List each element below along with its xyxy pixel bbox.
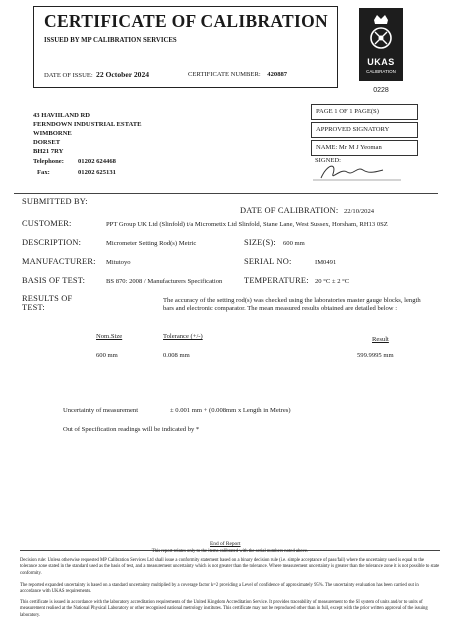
serial-value: IM0491	[315, 259, 337, 266]
uncertainty-value: ± 0.001 mm + (0.008mm x Length in Metres)	[170, 407, 291, 414]
temperature-label: TEMPERATURE:	[244, 276, 309, 285]
table-header-nominal-size: Nom.Size	[96, 333, 123, 340]
footer-decision-rule: Decision rule: Unless otherwise requested MP Calibration Services Ltd shall issue a conformity statement based on a binary decision rule (i.e. simple acceptance of pass/fail) where the uncertainty used is equal to the tolerance zone stated in the standard used as the basis of test, and a measurement uncertainty which is not greater than the tolerance. Where measurement uncertainty is greater than the tolerance zone it is not possible to state conformity.	[20, 558, 440, 576]
telephone-value: 01202 624468	[78, 158, 116, 165]
date-of-calibration-label: DATE OF CALIBRATION:	[240, 206, 339, 215]
address-line-4: DORSET	[33, 139, 61, 146]
results-paragraph: The accuracy of the setting rod(s) was checked using the laboratories master gauge blocks, length bars and electronic comparator. The mean measured results obtained are detailed below :	[163, 297, 421, 313]
table-header-tolerance: Tolerance (+/-)	[163, 333, 203, 340]
cert-number-value: 420887	[267, 71, 288, 78]
signed-label: SIGNED:	[315, 157, 342, 164]
table-cell-tolerance: 0.008 mm	[163, 352, 190, 359]
cert-number-label: CERTIFICATE NUMBER:	[188, 71, 261, 78]
certificate-title: CERTIFICATE OF CALIBRATION	[44, 11, 328, 31]
address-line-5: BH21 7RY	[33, 148, 64, 155]
telephone-label: Telephone:	[33, 158, 64, 165]
date-of-issue-label: DATE OF ISSUE:	[44, 72, 93, 79]
crown-icon	[359, 8, 403, 60]
customer-value: PPT Group UK Ltd (Slinfold) t/a Micrometix Ltd Slinfold, Stane Lane, West Sussex, Horsham, RH13 0SZ	[106, 221, 388, 228]
temperature-value: 20 °C ± 2 °C	[315, 278, 350, 285]
uncertainty-label: Uncertainty of measurement	[63, 407, 139, 414]
table-header-result: Result	[372, 336, 389, 343]
page-count-box: PAGE 1 OF 1 PAGE(S)	[311, 104, 418, 120]
submitted-by-label: SUBMITTED BY:	[22, 197, 88, 206]
manufacturer-label: MANUFACTURER:	[22, 257, 96, 266]
address-line-2: FERNDOWN INDUSTRIAL ESTATE	[33, 121, 142, 128]
size-label: SIZE(S):	[244, 238, 276, 247]
footer-accreditation-note: This certificate is issued in accordance with the laboratory accreditation requirements of the United Kingdom Accreditation Service. It provides traceability of measurement to the SI system of units and/or to units of measurement realised at the National Physical Laboratory or other recognised national metrology institutes. This certificate may not be reproduced other than in full, except with the prior written approval of the issuing laboratory.	[20, 600, 428, 618]
description-value: Micrometer Setting Rod(s) Metric	[106, 240, 197, 247]
signatory-name-box: NAME: Mr M J Yeoman	[311, 140, 418, 156]
out-of-spec-note: Out of Specification readings will be indicated by *	[63, 426, 200, 433]
approved-signatory-box: APPROVED SIGNATORY	[311, 122, 418, 138]
size-value: 600 mm	[283, 240, 305, 247]
issued-by: ISSUED BY MP CALIBRATION SERVICES	[44, 37, 177, 44]
fax-label: Fax:	[37, 169, 50, 176]
footer-copy-note: This report relates only to the items calibrated with the serial numbers noted above.	[151, 549, 309, 554]
certificate-number	[188, 71, 287, 78]
ukas-lab-number: 0228	[373, 87, 389, 94]
end-of-report: End of Report	[210, 541, 241, 547]
ukas-subtitle: CALIBRATION	[366, 69, 396, 74]
address-line-1: 43 HAVIILAND RD	[33, 112, 91, 119]
date-of-issue	[44, 70, 149, 79]
date-of-issue-value: 22 October 2024	[96, 70, 150, 79]
signature-image	[313, 160, 403, 182]
serial-label: SERIAL NO:	[244, 257, 292, 266]
address-line-3: WIMBORNE	[33, 130, 72, 137]
section-divider	[14, 193, 438, 194]
date-of-calibration-value: 22/10/2024	[344, 208, 375, 215]
results-label: RESULTS OF TEST:	[22, 294, 73, 312]
table-cell-result: 599.9995 mm	[357, 352, 394, 359]
description-label: DESCRIPTION:	[22, 238, 82, 247]
basis-of-test-value: BS 870: 2008 / Manufacturers Specification	[106, 278, 223, 285]
manufacturer-value: Mitutoyo	[106, 259, 131, 266]
ukas-name: UKAS	[367, 57, 395, 67]
basis-of-test-label: BASIS OF TEST:	[22, 276, 86, 285]
footer-uncertainty-note: The reported expanded uncertainty is based on a standard uncertainty multiplied by a coverage factor k=2 providing a Level of confidence of approximately 95%. The uncertainty evaluation has been carried out in accordance with UKAS requirements.	[20, 583, 419, 595]
fax-value: 01202 625131	[78, 169, 116, 176]
table-cell-nominal-size: 600 mm	[96, 352, 118, 359]
customer-label: CUSTOMER:	[22, 219, 72, 228]
